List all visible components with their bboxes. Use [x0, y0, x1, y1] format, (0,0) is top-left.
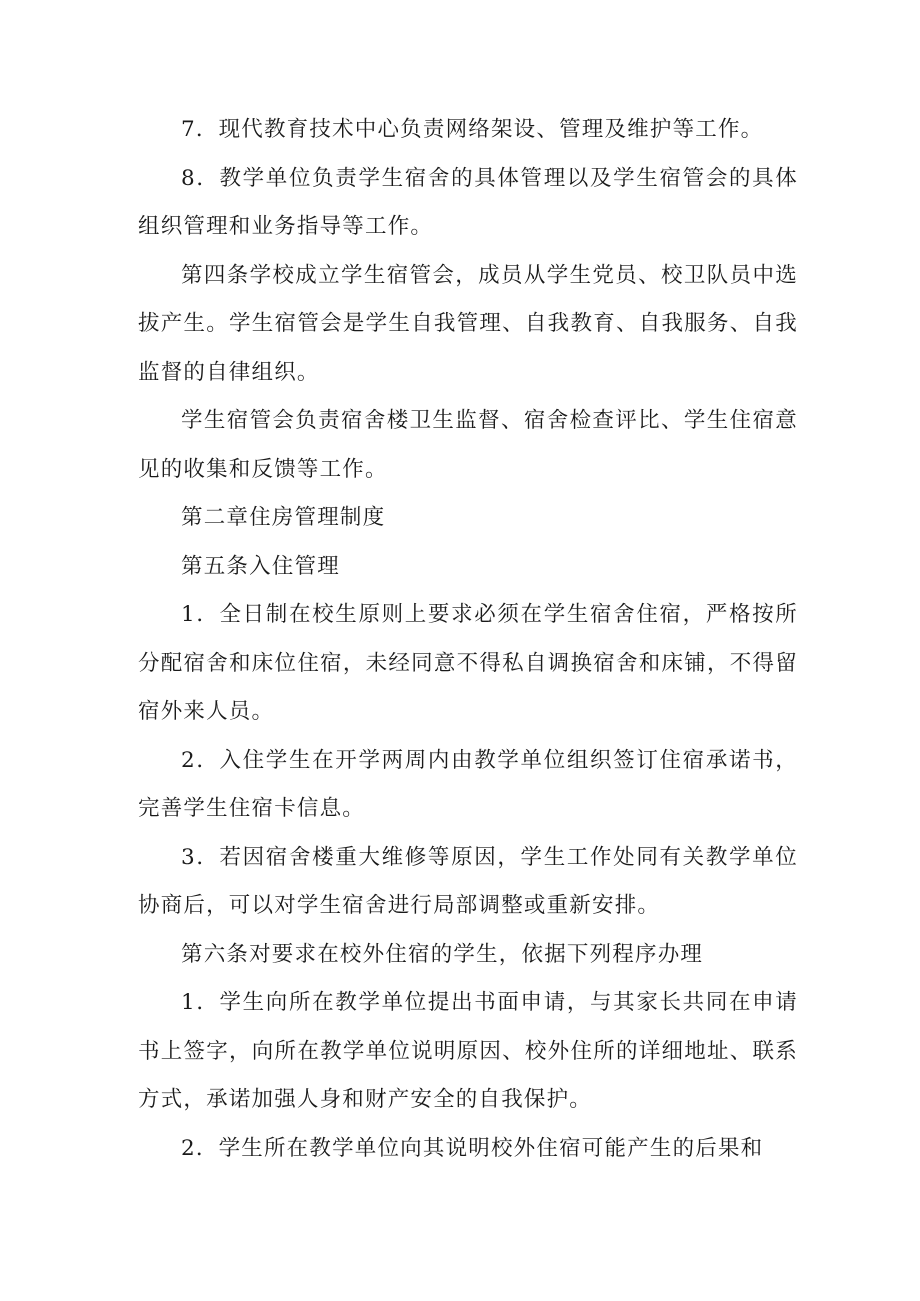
paragraph-checkin-1: 1．全日制在校生原则上要求必须在学生宿舍住宿，严格按所分配宿舍和床位住宿，未经同意不得私自调换宿舍和床铺，不得留宿外来人员。	[138, 602, 798, 724]
paragraph-checkin-3: 3．若因宿舍楼重大维修等原因，学生工作处同有关教学单位协商后，可以对学生宿舍进行局部调整或重新安排。	[138, 844, 798, 918]
article-5-heading: 第五条入住管理	[181, 553, 340, 579]
document-body	[138, 106, 798, 1173]
paragraph-article-4: 第四条学校成立学生宿管会，成员从学生党员、校卫队员中选拔产生。学生宿管会是学生自我管理、自我教育、自我服务、自我监督的自律组织。	[138, 262, 798, 385]
chapter-heading: 第二章住房管理制度	[181, 505, 386, 530]
paragraph-dorm-committee-duties: 学生宿管会负责宿舍楼卫生监督、宿舍检查评比、学生住宿意见的收集和反馈等工作。	[138, 408, 798, 482]
paragraph-offcampus-2: 2．学生所在教学单位向其说明校外住宿可能产生的后果和	[181, 1135, 764, 1161]
article-6-heading: 第六条对要求在校外住宿的学生，依据下列程序办理	[181, 941, 704, 967]
paragraph-offcampus-1: 1．学生向所在教学单位提出书面申请，与其家长共同在申请书上签字，向所在教学单位说明原因、校外住所的详细地址、联系方式，承诺加强人身和财产安全的自我保护。	[138, 990, 798, 1112]
paragraph-item-7: 7．现代教育技术中心负责网络架设、管理及维护等工作。	[181, 117, 764, 142]
paragraph-checkin-2: 2．入住学生在开学两周内由教学单位组织签订住宿承诺书，完善学生住宿卡信息。	[138, 747, 798, 821]
paragraph-item-8: 8．教学单位负责学生宿舍的具体管理以及学生宿管会的具体组织管理和业务指导等工作。	[138, 165, 798, 239]
